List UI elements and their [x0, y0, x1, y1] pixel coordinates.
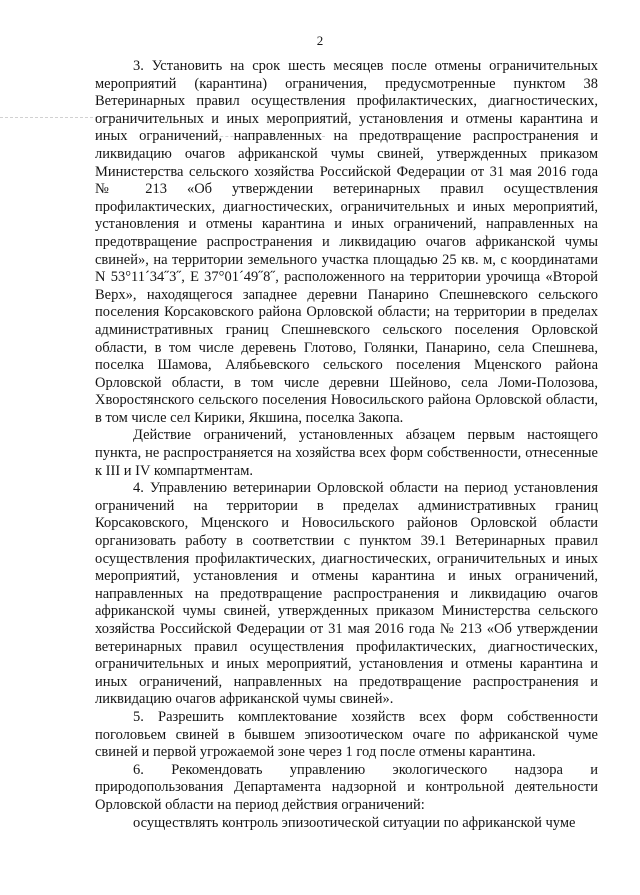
document-body	[95, 58, 598, 832]
paragraph-item-6: 6. Рекомендовать управлению экологического надзора и природопользования Департамента надзорной и контрольной деятельности Орловской области на период действия ограничений:	[95, 761, 598, 813]
paragraph-item-6-continuation: осуществлять контроль эпизоотической ситуации по африканской чуме	[133, 814, 576, 831]
page-number: 2	[316, 33, 324, 48]
paragraph-item-3: 3. Установить на срок шесть месяцев после отмены ограничительных мероприятий (карантина) ограничения, предусмотренные пунктом 38 Ветеринарных правил осуществления профилактических, диагностических, ограничительных и иных мероприятий, установления и отмены карантина и иных ограничений, направленных на предотвращение распространения и ликвидацию очагов африканской чумы свиней, утвержденных приказом Министерства сельского хозяйства Российской Федерации от 31 мая 2016 года № 213 «Об утверждении ветеринарных правил осуществления профилактических, диагностических, ограничительных и иных мероприятий, установления и отмены карантина и иных ограничений, направленных на предотвращение распространения и ликвидацию очагов африканской чумы свиней», на территории земельного участка площадью 25 кв. м, с координатами N 53°11´34˝3˝, E 37°01´49˝8˝, расположенного на территории урочища «Второй Верх», находящегося западнее деревни Панарино Спешневского сельского поселения Корсаковского района Орловской области; на территории в пределах административных границ Спешневского сельского поселения Орловской области, в том числе деревень Глотово, Голянки, Панарино, села Спешнева, поселка Шамова, Алябьевского сельского поселения Мценского района Орловской области, в том числе деревни Шейново, села Ломи-Полозова, Хворостянского сельского поселения Новосильского района Орловской области, в том числе сел Кирики, Якшина, поселка Закопа.	[95, 58, 598, 426]
paragraph-item-4: 4. Управлению ветеринарии Орловской области на период установления ограничений на территории в пределах административных границ Корсаковского, Мценского и Новосильского районов Орловской области организовать работу в соответствии с пунктом 39.1 Ветеринарных правил осуществления профилактических, диагностических, ограничительных и иных мероприятий, установления и отмены карантина и иных ограничений, направленных на предотвращение распространения и ликвидацию очагов африканской чумы свиней, утвержденных приказом Министерства сельского хозяйства Российской Федерации от 31 мая 2016 года № 213 «Об утверждении ветеринарных правил осуществления профилактических, диагностических, ограничительных и иных мероприятий, установления и отмены карантина и иных ограничений, направленных на предотвращение распространения и ликвидацию очагов африканской чумы свиней».	[95, 480, 598, 708]
paragraph-restriction-exception: Действие ограничений, установленных абзацем первым настоящего пункта, не распространяется на хозяйства всех форм собственности, отнесенные к III и IV компартментам.	[95, 427, 598, 479]
paragraph-item-5: 5. Разрешить комплектование хозяйств всех форм собственности поголовьем свиней в бывшем эпизоотическом очаге по африканской чуме свиней и первой угрожаемой зоне через 1 год после отмены карантина.	[95, 708, 598, 761]
